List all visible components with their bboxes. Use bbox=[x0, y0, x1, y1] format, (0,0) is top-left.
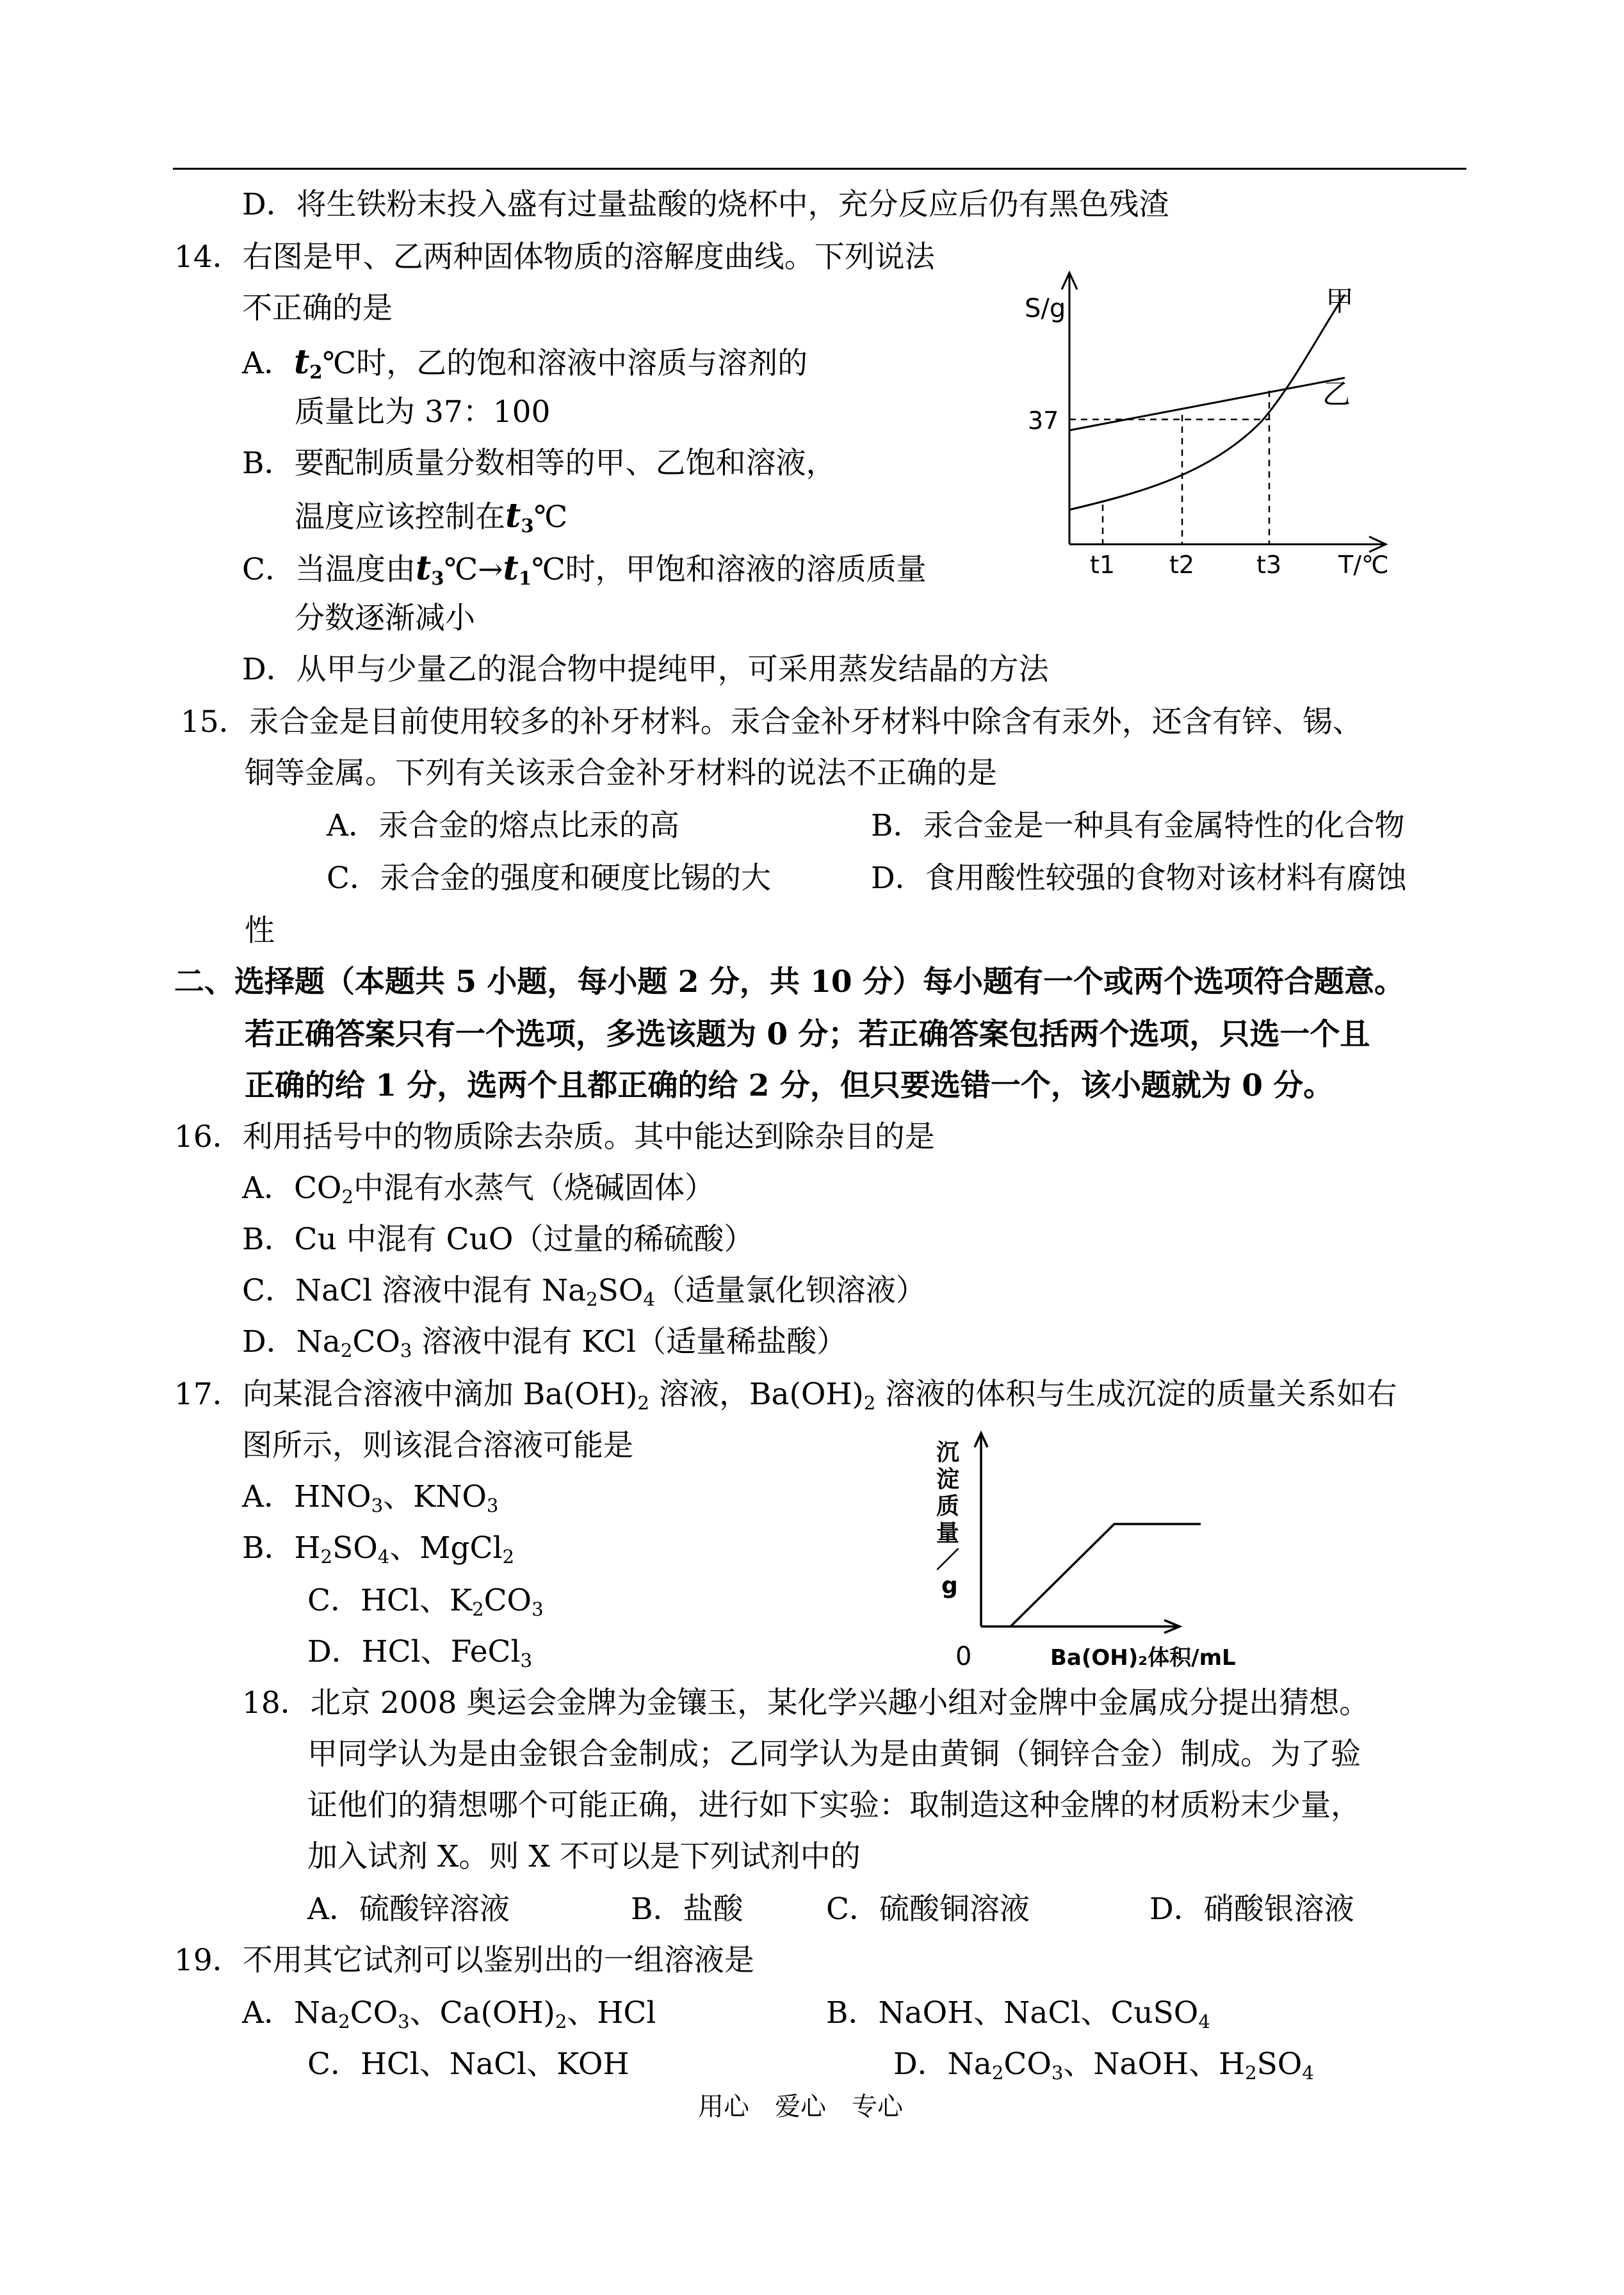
q15-option-a: A．汞合金的熔点比汞的高 bbox=[327, 808, 679, 843]
q14-option-a-line1: A．$t_2℃$时，乙的饱和溶液中溶质与溶剂的 bbox=[242, 343, 808, 384]
x-tick-t2: t2 bbox=[1169, 551, 1195, 579]
q17-option-d: D．HCl、FeCl$_3$ bbox=[307, 1634, 533, 1672]
q16-stem: 16．利用括号中的物质除去杂质。其中能达到除杂目的是 bbox=[174, 1119, 935, 1155]
q15-option-d-cont: 性 bbox=[245, 913, 275, 948]
q14-option-d: D．从甲与少量乙的混合物中提纯甲，可采用蒸发结晶的方法 bbox=[242, 652, 1049, 687]
y-label-char-5: ／ bbox=[936, 1547, 960, 1573]
q14-option-b-line1: B．要配制质量分数相等的甲、乙饱和溶液， bbox=[242, 446, 836, 481]
x-tick-t1: t1 bbox=[1090, 551, 1116, 579]
q14-solubility-graph bbox=[1018, 256, 1415, 602]
q19-option-b: B．NaOH、NaCl、CuSO$_4$ bbox=[826, 1995, 1210, 2033]
q15-option-c: C．汞合金的强度和硬度比锡的大 bbox=[327, 861, 771, 896]
q19-stem: 19．不用其它试剂可以鉴别出的一组溶液是 bbox=[174, 1943, 754, 1978]
section2-heading-line2: 若正确答案只有一个选项，多选该题为 0 分；若正确答案包括两个选项，只选一个且 bbox=[245, 1017, 1370, 1052]
section2-heading-line3: 正确的给 1 分，选两个且都正确的给 2 分，但只要选错一个，该小题就为 0 分。 bbox=[245, 1068, 1334, 1103]
y-label-char-1: 沉 bbox=[936, 1439, 960, 1466]
q15-stem-line2: 铜等金属。下列有关该汞合金补牙材料的说法不正确的是 bbox=[245, 756, 997, 791]
q18-line3: 证他们的猜想哪个可能正确，进行如下实验：取制造这种金牌的材质粉末少量， bbox=[307, 1788, 1361, 1823]
q18-option-d: D．硝酸银溶液 bbox=[1149, 1892, 1354, 1927]
q18-line4: 加入试剂 X。则 X 不可以是下列试剂中的 bbox=[307, 1839, 861, 1874]
page-footer: 用心 爱心 专心 bbox=[698, 2092, 903, 2121]
q17-stem-line2: 图所示，则该混合溶液可能是 bbox=[242, 1428, 633, 1463]
q15-stem-line1: 15．汞合金是目前使用较多的补牙材料。汞合金补牙材料中除含有汞外，还含有锌、锡、 bbox=[181, 704, 1363, 740]
origin-label: 0 bbox=[955, 1642, 972, 1671]
precipitate-line bbox=[1011, 1524, 1201, 1626]
q17-stem-line1: 17．向某混合溶液中滴加 $Ba(OH)_2$ 溶液，$Ba(OH)_2$ 溶液的体积与生成沉淀的质量关系如右 bbox=[174, 1377, 1397, 1415]
q19-option-a: A．$Na_2CO_3$、$Ca(OH)_2$、HCl bbox=[242, 1995, 656, 2033]
q14-option-a-line2: 质量比为 37：100 bbox=[295, 394, 551, 430]
curve-yi bbox=[1069, 378, 1345, 430]
q18-option-b: B．盐酸 bbox=[631, 1892, 743, 1927]
y-label-char-6: g bbox=[941, 1573, 958, 1599]
q14-option-c-line2: 分数逐渐减小 bbox=[295, 601, 475, 636]
q14-option-b-line2: 温度应该控制在$t_3℃$ bbox=[295, 496, 568, 537]
q17-option-a: A．$HNO_3$、$KNO_3$ bbox=[242, 1479, 499, 1517]
q16-option-b: B．Cu 中混有 CuO（过量的稀硫酸） bbox=[242, 1222, 754, 1257]
y-label-char-2: 淀 bbox=[936, 1466, 960, 1493]
header-rule bbox=[173, 168, 1466, 170]
q17-precipitate-graph bbox=[922, 1422, 1281, 1678]
q13-option-d: D．将生铁粉末投入盛有过量盐酸的烧杯中，充分反应后仍有黑色残渣 bbox=[242, 187, 1169, 222]
q15-option-d: D．食用酸性较强的食物对该材料有腐蚀 bbox=[871, 861, 1407, 896]
x-tick-t3: t3 bbox=[1256, 551, 1282, 579]
label-jia: 甲 bbox=[1326, 285, 1354, 318]
q19-option-d: D．$Na_2CO_3$、NaOH、$H_2SO_4$ bbox=[893, 2047, 1314, 2084]
q19-option-c: C．HCl、NaCl、KOH bbox=[307, 2047, 629, 2082]
q17-option-b: B．$H_2SO_4$、MgCl$_2$ bbox=[242, 1530, 515, 1568]
q16-option-d: D．$Na_2CO_3$ 溶液中混有 KCl（适量稀盐酸） bbox=[242, 1324, 847, 1362]
y-tick-37: 37 bbox=[1028, 407, 1059, 435]
q16-option-a: A．$CO_2$中混有水蒸气（烧碱固体） bbox=[242, 1171, 715, 1208]
q14-option-c-line1: C．当温度由$t_3℃\to t_1℃$时，甲饱和溶液的溶质质量 bbox=[242, 549, 927, 590]
q17-option-c: C．HCl、$K_2CO_3$ bbox=[307, 1583, 544, 1621]
y-label-char-3: 质 bbox=[936, 1493, 960, 1520]
q15-option-b: B．汞合金是一种具有金属特性的化合物 bbox=[871, 808, 1405, 843]
curve-jia bbox=[1069, 295, 1345, 510]
y-axis-label: S/g bbox=[1025, 294, 1066, 323]
q16-option-c: C．NaCl 溶液中混有 $Na_2SO_4$（适量氯化钡溶液） bbox=[242, 1273, 926, 1311]
q18-option-a: A．硫酸锌溶液 bbox=[307, 1892, 510, 1927]
y-label-char-4: 量 bbox=[936, 1520, 960, 1546]
x-axis-label: Ba(OH)₂体积/mL bbox=[1050, 1645, 1236, 1671]
q18-line2: 甲同学认为是由金银合金制成；乙同学认为是由黄铜（铜锌合金）制成。为了验 bbox=[307, 1737, 1361, 1772]
q14-stem-line1: 14．右图是甲、乙两种固体物质的溶解度曲线。下列说法 bbox=[174, 239, 935, 275]
section2-heading-line1: 二、选择题（本题共 5 小题，每小题 2 分，共 10 分）每小题有一个或两个选项符合题意。 bbox=[174, 964, 1404, 1000]
x-axis-label: T/℃ bbox=[1338, 551, 1389, 579]
label-yi: 乙 bbox=[1322, 378, 1351, 410]
q18-option-c: C．硫酸铜溶液 bbox=[826, 1892, 1030, 1927]
q14-stem-line2: 不正确的是 bbox=[242, 291, 393, 326]
q18-line1: 18．北京 2008 奥运会金牌为金镶玉，某化学兴趣小组对金牌中金属成分提出猜想。 bbox=[242, 1685, 1370, 1721]
